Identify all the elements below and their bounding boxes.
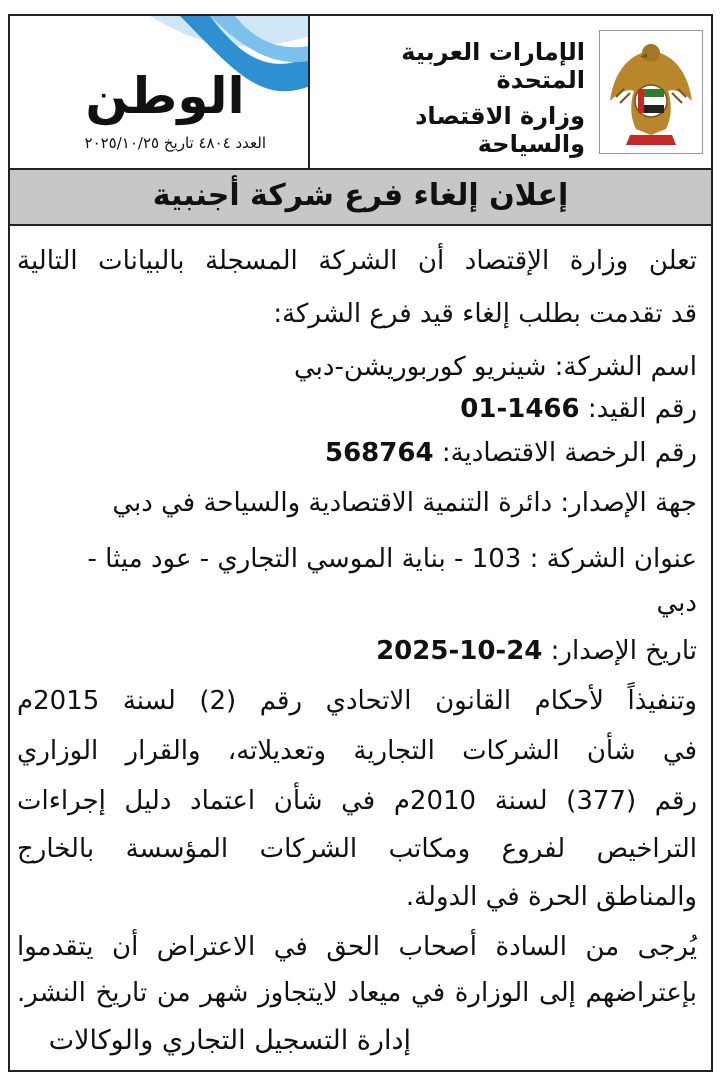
issuer-value: دائرة التنمية الاقتصادية والسياحة في دبي <box>112 488 553 518</box>
title-bar <box>10 170 711 226</box>
address-value-line-2: دبي <box>656 588 697 618</box>
law-line-4: التراخيص لفروع ومكاتب الشركات المؤسسة بالخارج <box>17 834 697 864</box>
objection-line-2: بإعتراضهم إلى الوزارة في ميعاد لايتجاوز شهر من تاريخ النشر. <box>17 978 697 1008</box>
issuer-label: جهة الإصدار: <box>560 488 697 518</box>
company-name-label: اسم الشركة: <box>554 352 697 382</box>
license-value: 568764 <box>325 438 434 468</box>
license-row <box>17 436 697 470</box>
law-line-1: وتنفيذاً لأحكام القانون الاتحادي رقم (2) لسنة 2015م <box>17 686 697 716</box>
intro-line-2: قد تقدمت بطلب إلغاء قيد فرع الشركة: <box>273 299 697 329</box>
notice-frame <box>8 14 713 1072</box>
newspaper-masthead-block <box>10 16 310 168</box>
intro-line-1: تعلن وزارة الإقتصاد أن الشركة المسجلة بالبيانات التالية <box>17 246 697 276</box>
issue-date-value: 2025-10-24 <box>376 636 543 666</box>
notice-title: إعلان إلغاء فرع شركة أجنبية <box>152 178 569 213</box>
country-name: الإمارات العربية المتحدة <box>401 38 585 94</box>
objection-line-1: يُرجى من السادة أصحاب الحق في الاعتراض أن يتقدموا <box>17 932 697 962</box>
registration-label: رقم القيد: <box>587 394 697 424</box>
registration-row <box>17 392 697 426</box>
uae-emblem <box>599 30 703 154</box>
address-row <box>17 542 697 576</box>
issue-line: العدد ٤٨٠٤ تاريخ ٢٠٢٥/١٠/٢٥ <box>84 134 266 152</box>
law-line-5: والمناطق الحرة في الدولة. <box>405 882 697 912</box>
signature-department: إدارة التسجيل التجاري والوكالات <box>48 1025 411 1056</box>
registration-value: 01-1466 <box>460 394 580 424</box>
license-label: رقم الرخصة الاقتصادية: <box>441 438 697 468</box>
company-name-value: شينريو كوربوريشن-دبي <box>293 352 547 382</box>
company-name-row <box>17 350 697 384</box>
law-line-2: في شأن الشركات التجارية وتعديلاته، والقرار الوزاري <box>17 736 697 766</box>
issuer-row <box>17 486 697 520</box>
address-label: عنوان الشركة : <box>529 544 697 574</box>
newspaper-name: الوطن <box>85 67 245 125</box>
law-line-3: رقم (377) لسنة 2010م في شأن اعتماد دليل إجراءات <box>17 786 697 816</box>
ministry-name: وزارة الاقتصاد والسياحة <box>415 102 585 158</box>
falcon-emblem-icon <box>600 31 702 153</box>
address-value-line-1: 103 - بناية الموسي التجاري - عود ميثا - <box>87 544 522 574</box>
issue-date-row <box>17 634 697 668</box>
issue-date-label: تاريخ الإصدار: <box>550 636 697 666</box>
notice-header <box>10 16 711 170</box>
